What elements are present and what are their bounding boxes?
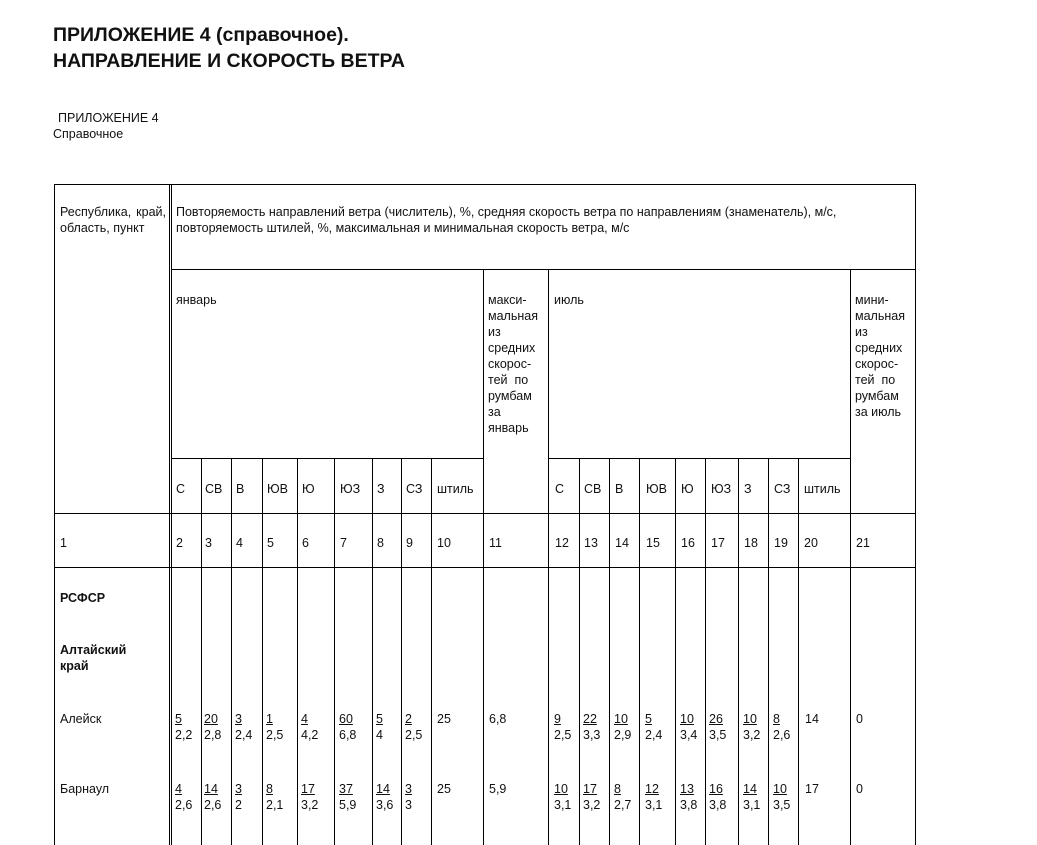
jan-cell <box>235 711 252 743</box>
frequency-value: 4 <box>175 782 182 796</box>
col-number: 8 <box>377 536 384 550</box>
jul-cell <box>773 711 790 743</box>
frequency-value: 3 <box>235 712 242 726</box>
jul-cell <box>614 781 631 813</box>
max-header-line: за <box>488 405 501 419</box>
jan-dir-w: З <box>377 482 385 496</box>
page-title <box>53 22 405 74</box>
frequency-value: 16 <box>709 782 723 796</box>
speed-value: 2 <box>235 798 242 812</box>
col-number: 21 <box>856 536 870 550</box>
col-number: 6 <box>302 536 309 550</box>
max-header-line: средних <box>488 341 536 355</box>
jan-max-speed: 5,9 <box>489 782 507 796</box>
frequency-value: 10 <box>680 712 694 726</box>
col-number: 18 <box>744 536 758 550</box>
speed-value: 4,2 <box>301 728 319 742</box>
speed-value: 4 <box>376 728 383 742</box>
frequency-value: 20 <box>204 712 218 726</box>
jan-cell <box>175 781 192 813</box>
max-header-line: румбам <box>488 389 532 403</box>
speed-value: 2,2 <box>175 728 193 742</box>
col-number: 10 <box>437 536 451 550</box>
col-number: 15 <box>646 536 660 550</box>
frequency-value: 14 <box>743 782 757 796</box>
min-header-line: средних <box>855 341 903 355</box>
frequency-value: 5 <box>376 712 383 726</box>
max-header-line: скорос- <box>488 357 532 371</box>
speed-value: 2,5 <box>405 728 423 742</box>
min-header-line: за июль <box>855 405 902 419</box>
min-header-line: скорос- <box>855 357 899 371</box>
jan-dir-sw: ЮЗ <box>340 482 361 496</box>
jan-calm: 25 <box>437 712 451 726</box>
jan-cell <box>301 711 318 743</box>
speed-value: 2,9 <box>614 728 632 742</box>
jan-dir-n: С <box>176 482 186 496</box>
frequency-value: 10 <box>773 782 787 796</box>
jan-cell <box>266 711 283 743</box>
col-number: 14 <box>615 536 629 550</box>
frequency-value: 1 <box>266 712 273 726</box>
jul-cell <box>645 711 662 743</box>
frequency-value: 10 <box>554 782 568 796</box>
col-number: 12 <box>555 536 569 550</box>
frequency-value: 4 <box>301 712 308 726</box>
frequency-value: 10 <box>614 712 628 726</box>
col-number: 16 <box>681 536 695 550</box>
jul-cell <box>773 781 790 813</box>
speed-value: 3,5 <box>709 728 727 742</box>
frequency-value: 10 <box>743 712 757 726</box>
speed-value: 2,6 <box>175 798 193 812</box>
frequency-value: 8 <box>614 782 621 796</box>
jan-cell <box>376 781 393 813</box>
speed-value: 3,3 <box>583 728 601 742</box>
speed-value: 2,1 <box>266 798 284 812</box>
jul-min-speed: 0 <box>856 782 863 796</box>
col-number: 1 <box>60 536 67 550</box>
speed-value: 3,2 <box>743 728 761 742</box>
jul-calm: 14 <box>805 712 819 726</box>
frequency-value: 17 <box>301 782 315 796</box>
jan-cell <box>405 711 422 743</box>
speed-value: 2,5 <box>554 728 572 742</box>
frequency-value: 14 <box>376 782 390 796</box>
jan-cell <box>339 781 356 813</box>
frequency-value: 13 <box>680 782 694 796</box>
jan-cell <box>339 711 356 743</box>
col-number: 5 <box>267 536 274 550</box>
jan-cell <box>301 781 318 813</box>
jul-cell <box>680 781 697 813</box>
speed-value: 3,4 <box>680 728 698 742</box>
frequency-value: 26 <box>709 712 723 726</box>
jul-calm: 17 <box>805 782 819 796</box>
speed-value: 2,4 <box>235 728 253 742</box>
frequency-value: 14 <box>204 782 218 796</box>
speed-value: 3,1 <box>645 798 663 812</box>
july-header: июль <box>554 293 584 307</box>
jan-dir-s: Ю <box>302 482 315 496</box>
col-number: 2 <box>176 536 183 550</box>
frequency-value: 5 <box>175 712 182 726</box>
min-header-line: мальная <box>855 309 905 323</box>
speed-value: 3,8 <box>680 798 698 812</box>
speed-value: 2,8 <box>204 728 222 742</box>
speed-value: 3 <box>405 798 412 812</box>
col-number: 4 <box>236 536 243 550</box>
jan-cell <box>204 781 221 813</box>
jul-dir-e: В <box>615 482 624 496</box>
jan-dir-calm: штиль <box>437 482 474 496</box>
frequency-value: 2 <box>405 712 412 726</box>
frequency-value: 8 <box>266 782 273 796</box>
jul-cell <box>554 781 571 813</box>
frequency-value: 3 <box>405 782 412 796</box>
jan-dir-ne: СВ <box>205 482 223 496</box>
frequency-value: 60 <box>339 712 353 726</box>
jul-dir-sw: ЮЗ <box>711 482 732 496</box>
jul-cell <box>680 711 697 743</box>
frequency-value: 8 <box>773 712 780 726</box>
jul-cell <box>645 781 662 813</box>
subheading-line-2: Справочное <box>53 127 124 141</box>
jul-dir-calm: штиль <box>804 482 841 496</box>
jul-dir-se: ЮВ <box>646 482 667 496</box>
jan-dir-se: ЮВ <box>267 482 288 496</box>
jul-dir-w: З <box>744 482 752 496</box>
max-header-line: тей по <box>488 373 529 387</box>
jan-dir-e: В <box>236 482 245 496</box>
row-name: Барнаул <box>60 782 110 796</box>
col-number: 11 <box>489 536 502 550</box>
row-name: Алейск <box>60 712 102 726</box>
jan-cell <box>204 711 221 743</box>
jul-cell <box>614 711 631 743</box>
col-number: 17 <box>711 536 725 550</box>
jul-cell <box>709 781 726 813</box>
subheading <box>53 110 159 142</box>
title-line-1: ПРИЛОЖЕНИЕ 4 (справочное). <box>53 24 349 46</box>
jan-cell <box>376 711 383 743</box>
jul-cell <box>583 711 600 743</box>
col-number: 19 <box>774 536 788 550</box>
speed-value: 3,8 <box>709 798 727 812</box>
jan-cell <box>235 781 242 813</box>
speed-value: 2,4 <box>645 728 663 742</box>
speed-value: 3,2 <box>301 798 319 812</box>
jan-cell <box>175 711 192 743</box>
jan-cell <box>266 781 283 813</box>
jul-cell <box>743 711 760 743</box>
max-header-line: мальная <box>488 309 538 323</box>
jan-max-speed: 6,8 <box>489 712 507 726</box>
speed-value: 3,5 <box>773 798 791 812</box>
jan-calm: 25 <box>437 782 451 796</box>
col1-header: Республика, край, область, пункт <box>60 205 166 235</box>
speed-value: 2,6 <box>204 798 222 812</box>
speed-value: 3,1 <box>743 798 761 812</box>
jul-min-speed: 0 <box>856 712 863 726</box>
subheading-line-1: ПРИЛОЖЕНИЕ 4 <box>58 111 159 125</box>
frequency-value: 12 <box>645 782 659 796</box>
min-header-line: тей по <box>855 373 896 387</box>
frequency-value: 9 <box>554 712 561 726</box>
main-header: Повторяемость направлений ветра (числитель), %, средняя скорость ветра по направлениям (знаменатель), м/с, повторяемость штилей, %, максимальная и минимальная скорость ветра, м/с <box>176 205 837 235</box>
min-header-line: из <box>855 325 868 339</box>
region-country: РСФСР <box>60 591 106 605</box>
speed-value: 3,1 <box>554 798 572 812</box>
col-number: 9 <box>406 536 413 550</box>
frequency-value: 3 <box>235 782 242 796</box>
max-header-line: из <box>488 325 501 339</box>
jan-dir-nw: СЗ <box>406 482 423 496</box>
max-header-line: январь <box>488 421 529 435</box>
frequency-value: 17 <box>583 782 597 796</box>
jul-dir-n: С <box>555 482 565 496</box>
speed-value: 6,8 <box>339 728 357 742</box>
speed-value: 3,2 <box>583 798 601 812</box>
speed-value: 2,5 <box>266 728 284 742</box>
speed-value: 3,6 <box>376 798 394 812</box>
min-speed-header <box>855 292 913 420</box>
min-header-line: мини- <box>855 293 889 307</box>
speed-value: 2,6 <box>773 728 791 742</box>
col-number: 7 <box>340 536 347 550</box>
frequency-value: 22 <box>583 712 597 726</box>
max-speed-header <box>488 292 546 436</box>
jan-cell <box>405 781 412 813</box>
title-line-2: НАПРАВЛЕНИЕ И СКОРОСТЬ ВЕТРА <box>53 50 405 72</box>
speed-value: 2,7 <box>614 798 632 812</box>
jul-cell <box>743 781 760 813</box>
frequency-value: 5 <box>645 712 652 726</box>
max-header-line: макси- <box>488 293 527 307</box>
frequency-value: 37 <box>339 782 353 796</box>
jul-dir-ne: СВ <box>584 482 602 496</box>
jul-cell <box>583 781 600 813</box>
jul-cell <box>709 711 726 743</box>
jul-cell <box>554 711 571 743</box>
speed-value: 5,9 <box>339 798 357 812</box>
jul-dir-s: Ю <box>681 482 694 496</box>
col-number: 13 <box>584 536 598 550</box>
col-number: 3 <box>205 536 212 550</box>
jul-dir-nw: СЗ <box>774 482 791 496</box>
january-header: январь <box>176 293 217 307</box>
region-krai: Алтайский край <box>60 643 127 673</box>
min-header-line: румбам <box>855 389 899 403</box>
col-number: 20 <box>804 536 818 550</box>
